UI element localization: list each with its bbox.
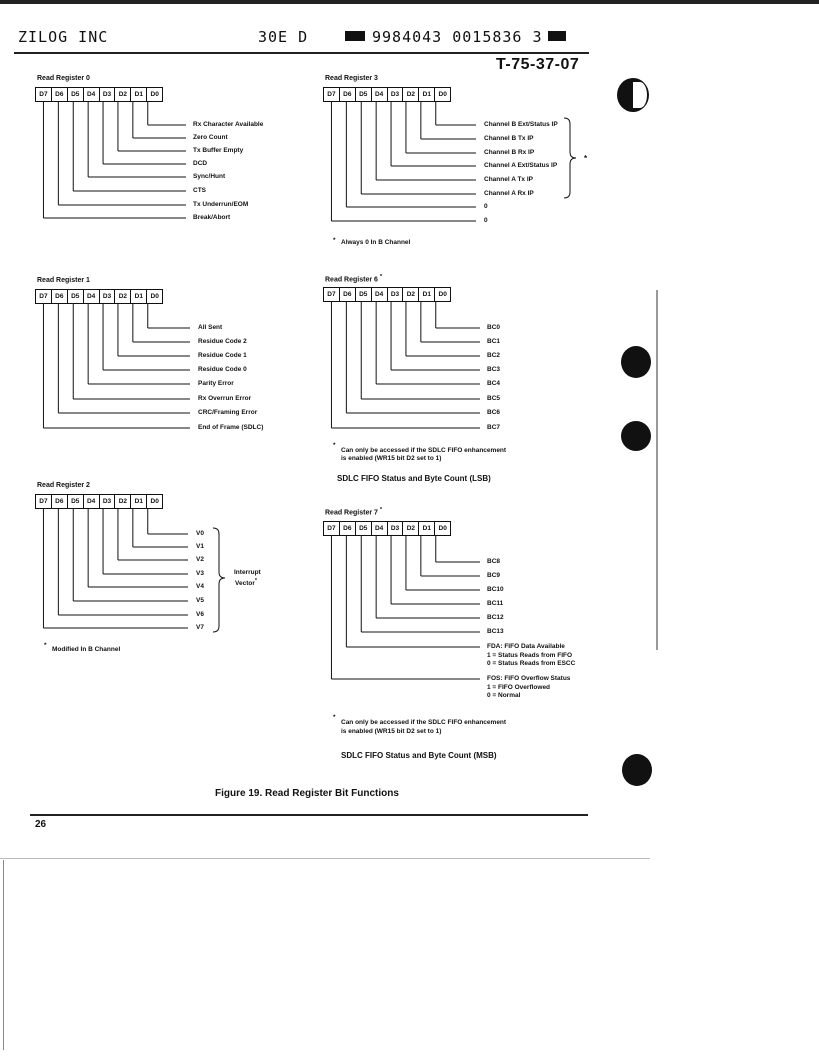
rr1-label: CRC/Framing Error [198, 409, 258, 416]
rr7-caption: SDLC FIFO Status and Byte Count (MSB) [341, 751, 497, 760]
rr3-brace-star: * [584, 154, 588, 163]
rr2-brace-label-line1: Interrupt [234, 569, 261, 576]
bit-cell: D1 [419, 88, 435, 101]
rr1-title: Read Register 1 [37, 277, 90, 284]
bit-cell: D7 [36, 290, 52, 303]
rr0-label: Sync/Hunt [193, 173, 226, 180]
rr1-label: Parity Error [198, 380, 234, 387]
bit-cell: D1 [131, 495, 147, 508]
header-code: 9984043 0015836 3 [372, 28, 543, 46]
rr7-label: BC12 [487, 614, 504, 621]
bit-cell: D0 [438, 91, 447, 98]
rr2-brace [213, 528, 225, 632]
bit-cell: D4 [372, 88, 388, 101]
bit-cell: D1 [131, 290, 147, 303]
rr7-label: BC10 [487, 586, 504, 593]
bit-cell: D7 [36, 495, 52, 508]
bit-cell: D6 [340, 522, 356, 535]
binder-hole-1-highlight [633, 82, 647, 108]
bit-cell: D3 [388, 88, 404, 101]
rr6-label: BC5 [487, 395, 501, 402]
bit-cell: D5 [356, 88, 372, 101]
rr6-label: BC1 [487, 338, 501, 345]
bit-cell: D7 [324, 288, 340, 301]
bit-cell: D5 [356, 522, 372, 535]
binder-hole-3 [621, 421, 651, 451]
rr1-label: Residue Code 0 [198, 366, 247, 373]
rr3-label: Channel B Tx IP [484, 135, 534, 142]
rr3-label: Channel B Rx IP [484, 149, 535, 156]
rr0-label: CTS [193, 187, 206, 194]
header-mid: 30E D [258, 28, 309, 46]
rr3-title: Read Register 3 [325, 75, 378, 82]
bit-cell: D7 [324, 522, 340, 535]
rr7-label: BC9 [487, 572, 501, 579]
rr2-label: V6 [196, 611, 204, 618]
rr7-label: BC11 [487, 600, 504, 607]
rr2-brace-label-line2: Vector* [235, 578, 257, 588]
rr2-label: V1 [196, 543, 204, 550]
rr3-footnote-star: * [333, 237, 336, 244]
rr6-label: BC2 [487, 352, 501, 359]
doc-code: T-75-37-07 [496, 56, 580, 73]
rr2-footnote: Modified In B Channel [52, 646, 121, 653]
rr7-footnote-line1: Can only be accessed if the SDLC FIFO enhancement [341, 719, 507, 726]
rr6-label: BC3 [487, 366, 501, 373]
rr6-caption: SDLC FIFO Status and Byte Count (LSB) [337, 474, 491, 483]
rr7-fos-line2: 1 = FIFO Overflowed [487, 684, 551, 691]
bit-cell: D0 [150, 498, 159, 505]
rr1-label: Residue Code 2 [198, 338, 247, 345]
rr7-footnote-line2: is enabled (WR15 bit D2 set to 1) [341, 728, 442, 735]
rr6-label: BC6 [487, 409, 501, 416]
bit-cell: D5 [356, 288, 372, 301]
rr7-fda-line3: 0 = Status Reads from ESCC [487, 660, 576, 667]
rr6-label: BC0 [487, 324, 501, 331]
rr3-label: Channel A Ext/Status IP [484, 162, 558, 169]
bit-cell: D0 [150, 293, 159, 300]
header-company: ZILOG INC [18, 28, 109, 46]
bit-cell: D6 [52, 88, 68, 101]
rr7-fda-line2: 1 = Status Reads from FIFO [487, 652, 573, 659]
rr2-label: V5 [196, 597, 204, 604]
bit-cell: D1 [131, 88, 147, 101]
rr0-label: Zero Count [193, 134, 228, 141]
bit-cell: D1 [419, 288, 435, 301]
bit-cell: D3 [100, 88, 116, 101]
bit-cell: D3 [388, 522, 404, 535]
rr1-label: Rx Overrun Error [198, 395, 252, 402]
rr7-footnote-star: * [333, 714, 336, 721]
rr6-footnote-star: * [333, 442, 336, 449]
rr6-label: BC7 [487, 424, 501, 431]
page-number: 26 [35, 819, 47, 830]
rr2-label: V2 [196, 556, 204, 563]
bit-cell: D5 [68, 495, 84, 508]
bit-cell: D3 [100, 495, 116, 508]
rr6-footnote-line1: Can only be accessed if the SDLC FIFO enhancement [341, 447, 507, 454]
bit-cell: D5 [68, 88, 84, 101]
bit-cell: D6 [340, 88, 356, 101]
bit-cell: D7 [324, 88, 340, 101]
rr6-footnote-line2: is enabled (WR15 bit D2 set to 1) [341, 455, 442, 462]
bit-cell: D6 [52, 495, 68, 508]
bit-cell: D6 [340, 288, 356, 301]
bit-cell: D1 [419, 522, 435, 535]
bit-cell: D4 [84, 88, 100, 101]
scan-bottom-edge [0, 858, 650, 859]
rr1-label: End of Frame (SDLC) [198, 424, 264, 431]
bit-cell: D0 [438, 291, 447, 298]
bit-cell: D2 [403, 288, 419, 301]
bit-cell: D0 [438, 525, 447, 532]
bit-cell: D2 [115, 495, 131, 508]
rr3-label: 0 [484, 217, 488, 224]
bit-cell: D4 [84, 495, 100, 508]
footer-rule [30, 814, 588, 816]
rr0-label: DCD [193, 160, 208, 167]
rr0-label: Tx Buffer Empty [193, 147, 244, 154]
bit-cell: D2 [403, 522, 419, 535]
rr3-brace [564, 118, 576, 198]
bit-cell: D3 [388, 288, 404, 301]
rr2-label: V7 [196, 624, 204, 631]
bit-cell: D2 [115, 290, 131, 303]
rr7-label: BC8 [487, 558, 501, 565]
rr2-label: V4 [196, 583, 204, 590]
rr1-label: Residue Code 1 [198, 352, 247, 359]
scan-left-edge [3, 860, 4, 1050]
binder-hole-2 [621, 346, 651, 378]
bit-cell: D2 [115, 88, 131, 101]
scan-edge-mark [656, 290, 658, 650]
rr0-label: Break/Abort [193, 214, 231, 221]
bit-cell: D0 [150, 91, 159, 98]
rr3-label: Channel A Rx IP [484, 190, 534, 197]
bit-cell: D4 [84, 290, 100, 303]
bit-cell: D4 [372, 522, 388, 535]
rr2-footnote-star: * [44, 642, 47, 649]
rr7-fos-line3: 0 = Normal [487, 692, 521, 699]
rr0-title: Read Register 0 [37, 75, 90, 82]
bit-cell: D4 [372, 288, 388, 301]
rr2-title: Read Register 2 [37, 482, 90, 489]
bit-cell: D6 [52, 290, 68, 303]
rr6-label: BC4 [487, 380, 501, 387]
rr1-label: All Sent [198, 324, 223, 331]
rr7-fos-line1: FOS: FIFO Overflow Status [487, 675, 571, 682]
binder-hole-4 [622, 754, 652, 786]
rr7-label: BC13 [487, 628, 504, 635]
rr3-label: Channel B Ext/Status IP [484, 121, 558, 128]
bit-cell: D7 [36, 88, 52, 101]
bit-cell: D3 [100, 290, 116, 303]
rr0-label: Tx Underrun/EOM [193, 201, 249, 208]
bit-cell: D5 [68, 290, 84, 303]
rr2-label: V3 [196, 570, 204, 577]
rr7-fda-line1: FDA: FIFO Data Available [487, 643, 565, 650]
rr7-title: Read Register 7 * [325, 507, 383, 517]
rr3-footnote: Always 0 In B Channel [341, 239, 411, 246]
rr6-title: Read Register 6 * [325, 274, 383, 284]
figure-caption: Figure 19. Read Register Bit Functions [215, 788, 399, 799]
rr3-label: Channel A Tx IP [484, 176, 533, 183]
rr3-label: 0 [484, 203, 488, 210]
rr0-label: Rx Character Available [193, 121, 264, 128]
bit-cell: D2 [403, 88, 419, 101]
rr2-label: V0 [196, 530, 204, 537]
